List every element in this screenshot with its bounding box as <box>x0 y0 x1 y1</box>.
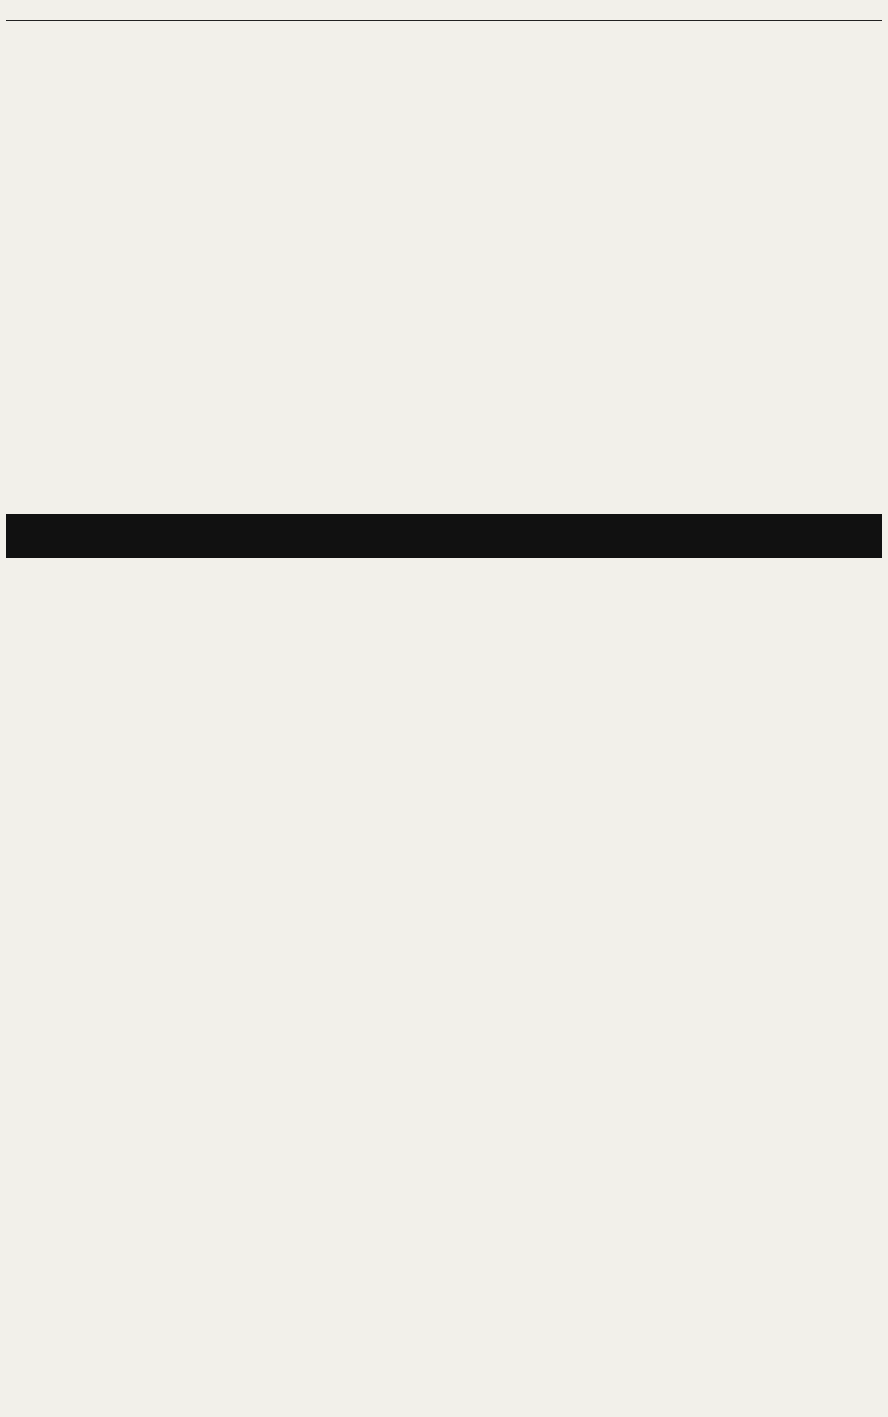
home-service-guide-banner <box>6 514 882 558</box>
help-wanted-section <box>6 22 882 510</box>
service-guide-section <box>6 562 882 1411</box>
running-header <box>6 6 882 21</box>
